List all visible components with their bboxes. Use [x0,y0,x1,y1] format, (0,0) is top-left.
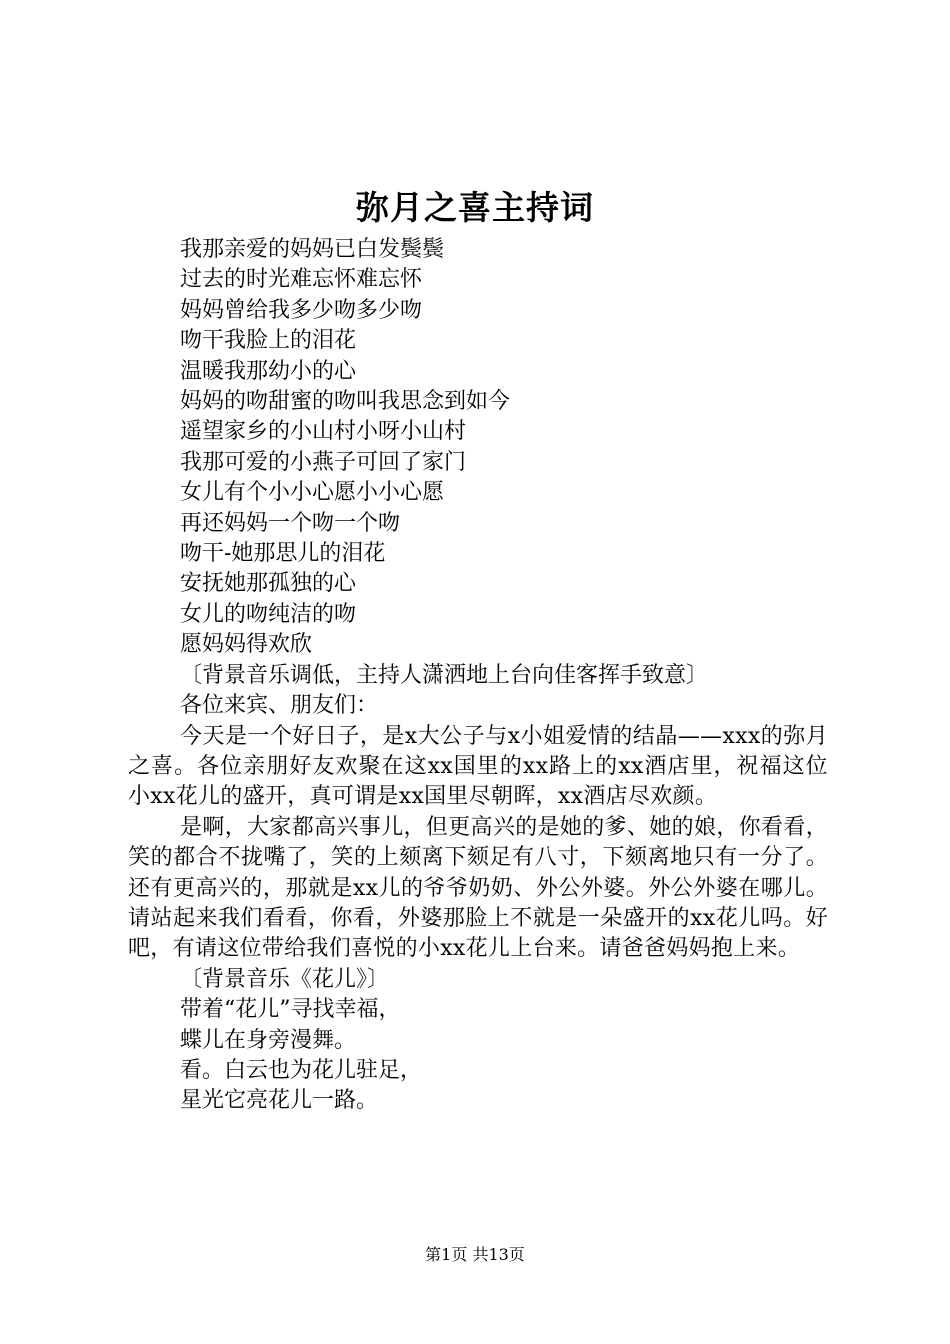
verse-line: 星光它亮花儿一路。 [180,1088,379,1114]
verse-line: 吻干-她那思儿的泪花 [180,541,386,567]
verse-line: 看。白云也为花儿驻足， [180,1057,423,1083]
verse-line: 带着“花儿”寻找幸福， [180,997,401,1023]
verse-line: 妈妈曾给我多少吻多少吻 [180,297,423,323]
body-paragraph: 今天是一个好日子，是x大公子与x小姐爱情的结晶——xxx的弥月之喜。各位亲朋好友欢聚在这xx国里的xx路上的xx酒店里，祝福这位小xx花儿的盛开，真可谓是xx国里尽朝晖，xx酒店尽欢颜。 [128,723,828,810]
verse-line: 再还妈妈一个吻一个吻 [180,510,401,536]
verse-line: 遥望家乡的小山村小呀小山村 [180,419,467,445]
verse-line: 我那可爱的小燕子可回了家门 [180,449,467,475]
body-paragraph: 是啊，大家都高兴事儿，但更高兴的是她的爹、她的娘，你看看，笑的都合不拢嘴了，笑的上颏离下颏足有八寸，下颏离地只有一分了。还有更高兴的，那就是xx儿的爷爷奶奶、外公外婆。外公外婆在哪儿。请站起来我们看看，你看，外婆那脸上不就是一朵盛开的xx花儿吗。好吧，有请这位带给我们喜悦的小xx花儿上台来。请爸爸妈妈抱上来。 [128,814,828,962]
verse-line: 妈妈的吻甜蜜的吻叫我思念到如今 [180,389,511,415]
verse-line: 过去的时光难忘怀难忘怀 [180,267,423,293]
document-body [128,235,828,1117]
verse-line: 吻干我脸上的泪花 [180,328,357,354]
greeting-line: 各位来宾、朋友们： [180,693,379,719]
verse-line: 安抚她那孤独的心 [180,571,357,597]
verse-line: 女儿有个小小心愿小小心愿 [180,480,445,506]
stage-direction: 〔背景音乐调低，主持人潇洒地上台向佳客挥手致意〕 [180,662,709,688]
document-title: 弥月之喜主持词 [356,188,594,227]
verse-line: 愿妈妈得欢欣 [180,632,313,658]
verse-line: 蝶儿在身旁漫舞。 [180,1027,357,1053]
verse-line: 我那亲爱的妈妈已白发鬓鬓 [180,237,445,262]
page-indicator: 第1页 共13页 [425,1245,525,1264]
verse-line: 温暖我那幼小的心 [180,358,357,384]
verse-line: 女儿的吻纯洁的吻 [180,601,357,627]
stage-direction: 〔背景音乐《花儿》〕 [180,966,390,992]
